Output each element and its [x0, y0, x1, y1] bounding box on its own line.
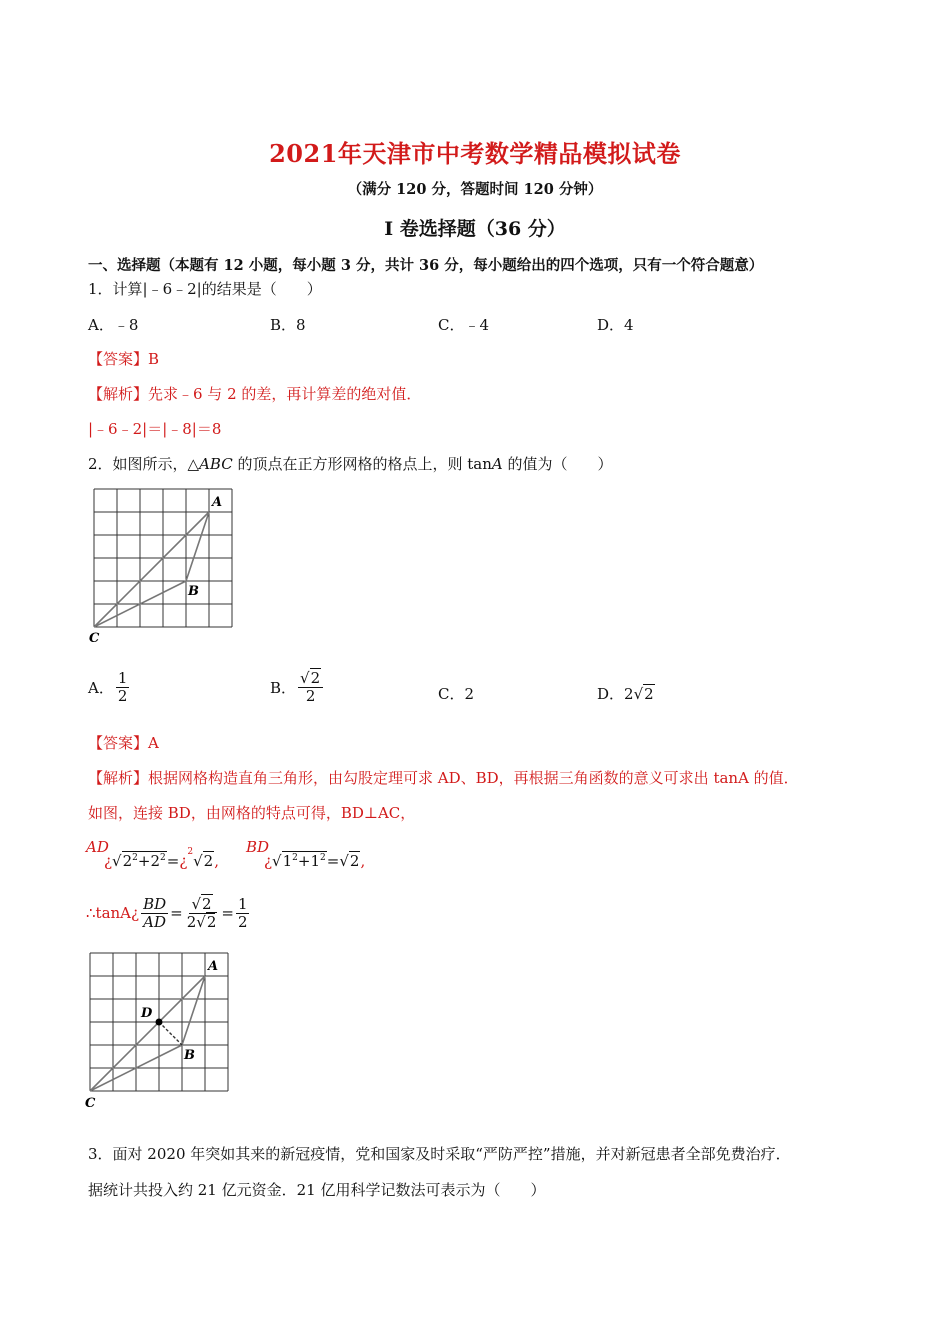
section-instructions: 一、选择题（本题有 12 小题，每小题 3 分，共计 36 分，每小题给出的四个选项，只有一个符合题意）	[88, 257, 764, 274]
solution-point-a-label: A	[208, 959, 219, 974]
question-1-calculation: |﹣6﹣2|＝|﹣8|＝8	[88, 420, 222, 438]
question-1-analysis: 【解析】先求﹣6 与 2 的差，再计算差的绝对值．	[88, 385, 422, 403]
question-2-analysis: 【解析】根据网格构造直角三角形，由勾股定理可求 AD、BD，再根据三角函数的意义可求出 tanA 的值．	[88, 769, 799, 787]
question-2-option-a: A． $\frac{1}{2}$	[88, 669, 128, 705]
solution-point-b-label: B	[184, 1048, 195, 1063]
question-2-analysis-line2: 如图，连接 BD，由网格的特点可得，BD⊥AC，	[88, 804, 416, 822]
question-2-option-d: D．2√2	[597, 685, 654, 703]
question-2-grid-figure	[86, 484, 246, 648]
point-a-label: A	[212, 495, 223, 510]
section-heading: I 卷选择题（36 分）	[384, 218, 566, 240]
question-2-tan-formula: ∴tanA¿ $\frac{BD}{AD}$ = $\frac{√2}{2√2}$ = $\frac{1}{2}$	[86, 895, 248, 931]
point-c-label: C	[89, 631, 100, 646]
question-1-option-d: D．4	[597, 316, 634, 334]
solution-point-c-label: C	[85, 1096, 96, 1111]
question-2-answer: 【答案】A	[88, 734, 159, 752]
question-3-stem-line1: 3．面对 2020 年突如其来的新冠疫情，党和国家及时采取“严防严控”措施，并对新冠患者全部免费治疗．	[88, 1145, 791, 1163]
question-2-option-c: C．2	[438, 685, 475, 703]
question-1-option-c: C．﹣4	[438, 316, 490, 334]
solution-point-d-label: D	[141, 1006, 153, 1021]
question-1-option-b: B．8	[270, 316, 306, 334]
page-title: 2021年天津市中考数学精品模拟试卷	[269, 139, 681, 168]
point-b-label: B	[188, 584, 199, 599]
exam-subtitle: （满分 120 分，答题时间 120 分钟）	[347, 181, 603, 198]
question-2-solution-figure	[84, 950, 244, 1114]
question-1-answer: 【答案】B	[88, 350, 160, 368]
question-2-option-b: B． $\frac{√2}{2}$	[270, 670, 325, 704]
question-1-stem: 1．计算|﹣6﹣2|的结果是（ ）	[88, 280, 322, 298]
question-1-option-a: A．﹣8	[88, 316, 139, 334]
question-2-stem: 2．如图所示，△ABC 的顶点在正方形网格的格点上，则 tanA 的值为（ ）	[88, 455, 613, 473]
question-3-stem-line2: 据统计共投入约 21 亿元资金．21 亿用科学记数法可表示为（ ）	[88, 1181, 546, 1199]
